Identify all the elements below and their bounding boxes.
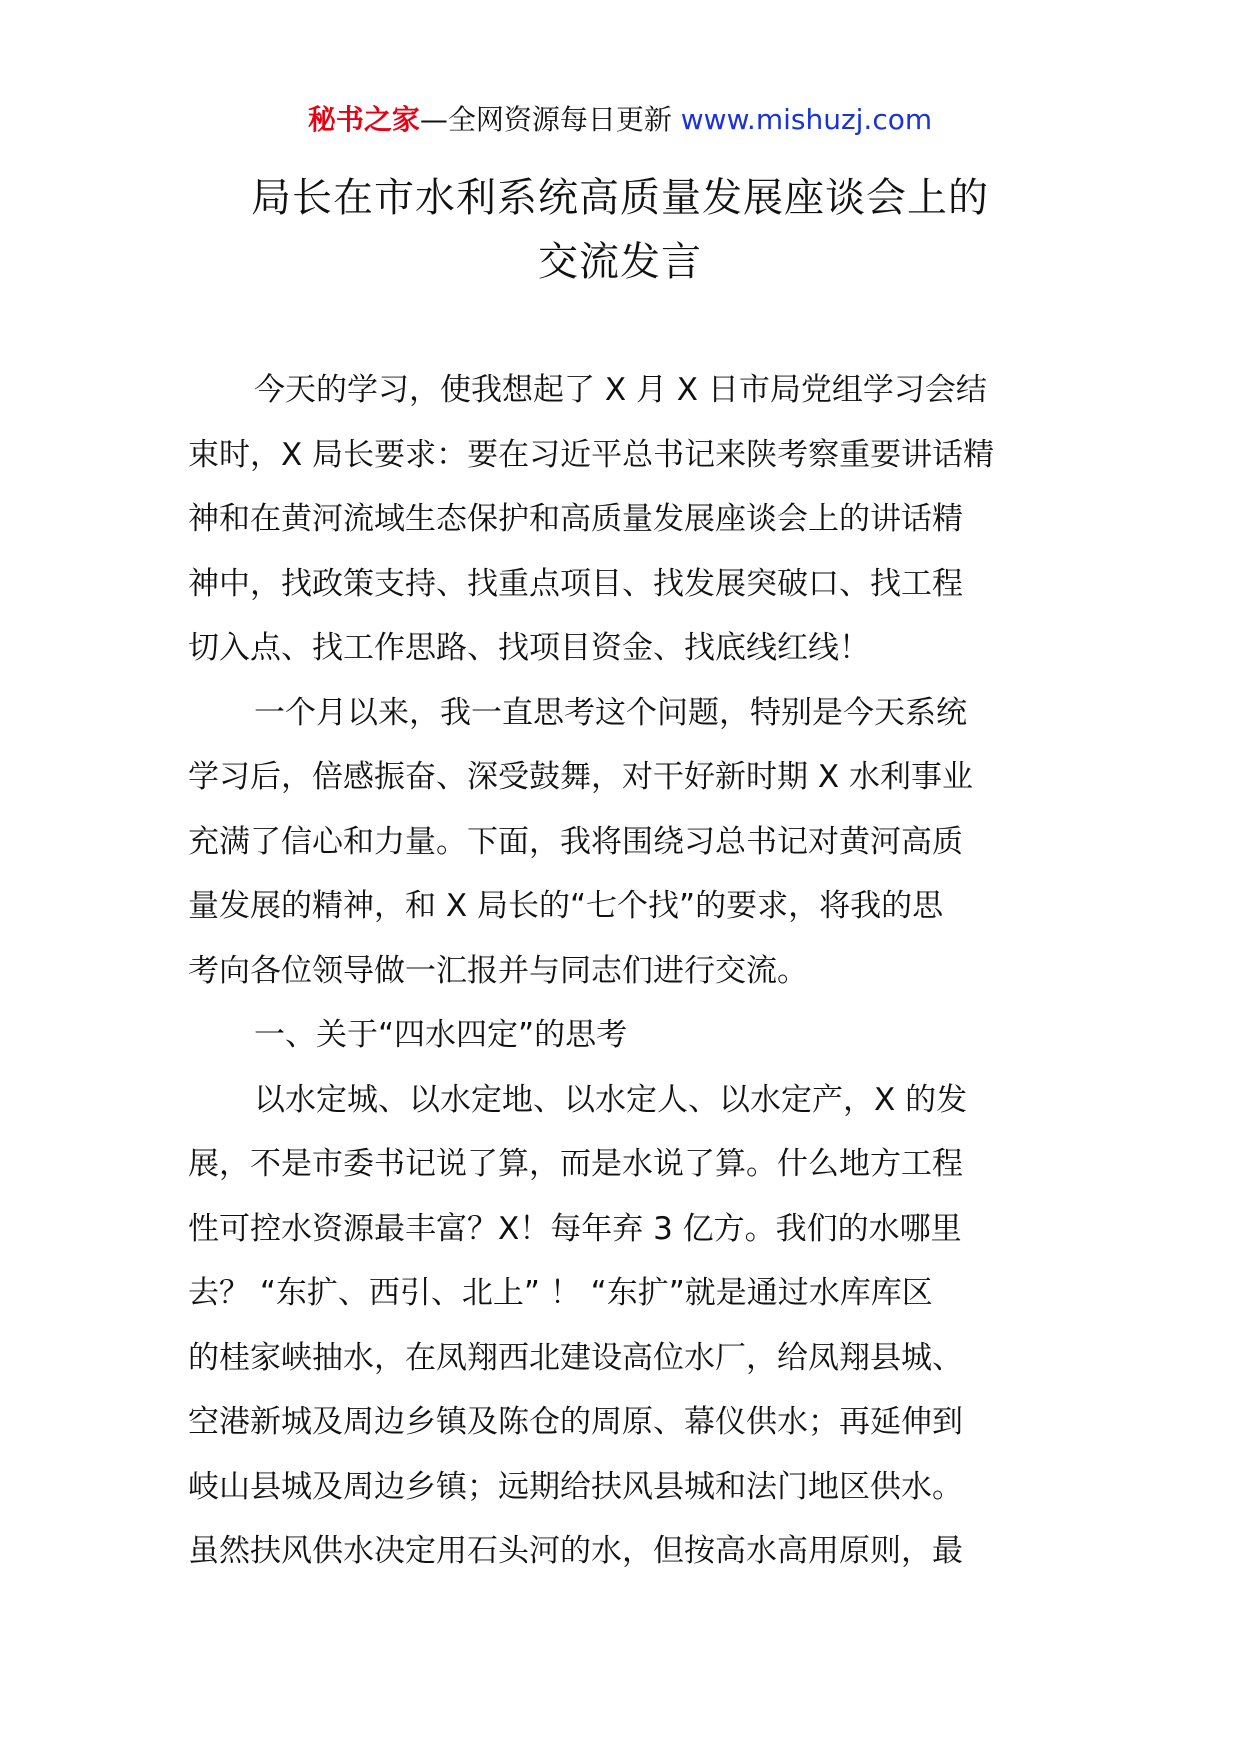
document-title	[150, 166, 1090, 294]
text-line: 切入点、找工作思路、找项目资金、找底线红线！	[188, 630, 870, 666]
text-line: 今天的学习，使我想起了 X 月 X 日市局党组学习会结	[254, 372, 987, 408]
text-line: 空港新城及周边乡镇及陈仓的周原、幕仪供水；再延伸到	[188, 1404, 963, 1440]
text-line: 的桂家峡抽水，在凤翔西北建设高位水厂，给凤翔县城、	[188, 1339, 963, 1376]
document-body	[188, 358, 1054, 1584]
text-line: 神中，找政策支持、找重点项目、找发展突破口、找工程	[188, 565, 963, 602]
header-slogan: —全网资源每日更新	[419, 103, 681, 136]
text-line: 虽然扶风供水决定用石头河的水，但按高水高用原则，最	[188, 1533, 963, 1569]
title-line-1: 局长在市水利系统高质量发展座谈会上的	[251, 175, 989, 221]
text-line: 以水定城、以水定地、以水定人、以水定产，X 的发	[254, 1081, 968, 1118]
text-line: 性可控水资源最丰富？X！每年弃 3 亿方。我们的水哪里	[188, 1210, 962, 1247]
site-header	[0, 100, 1240, 140]
text-line: 考向各位领导做一汇报并与同志们进行交流。	[188, 952, 808, 989]
brand-name: 秘书之家	[307, 103, 420, 136]
text-line: 束时，X 局长要求：要在习近平总书记来陕考察重要讲话精	[188, 436, 995, 473]
text-line: 岐山县城及周边乡镇；远期给扶风县城和法门地区供水。	[188, 1468, 963, 1505]
text-line: 学习后，倍感振奋、深受鼓舞，对干好新时期 X 水利事业	[188, 759, 973, 795]
text-line: 神和在黄河流域生态保护和高质量发展座谈会上的讲话精	[188, 501, 963, 537]
title-line-2: 交流发言	[538, 239, 702, 285]
paragraph	[188, 1068, 1054, 1584]
text-line: 去？ “东扩、西引、北上” ！ “东扩”就是通过水库库区	[188, 1275, 933, 1311]
text-line: 展，不是市委书记说了算，而是水说了算。什么地方工程	[188, 1146, 963, 1182]
paragraph	[188, 681, 1054, 1004]
text-line: 一、关于“四水四定”的思考	[254, 1017, 628, 1053]
section-heading	[188, 1003, 1054, 1068]
text-line: 一个月以来，我一直思考这个问题，特别是今天系统	[254, 694, 967, 731]
site-url[interactable]: www.mishuzj.com	[680, 103, 933, 136]
text-line: 量发展的精神，和 X 局长的“七个找”的要求，将我的思	[188, 888, 944, 924]
text-line: 充满了信心和力量。下面，我将围绕习总书记对黄河高质	[188, 823, 963, 860]
paragraph	[188, 358, 1054, 681]
